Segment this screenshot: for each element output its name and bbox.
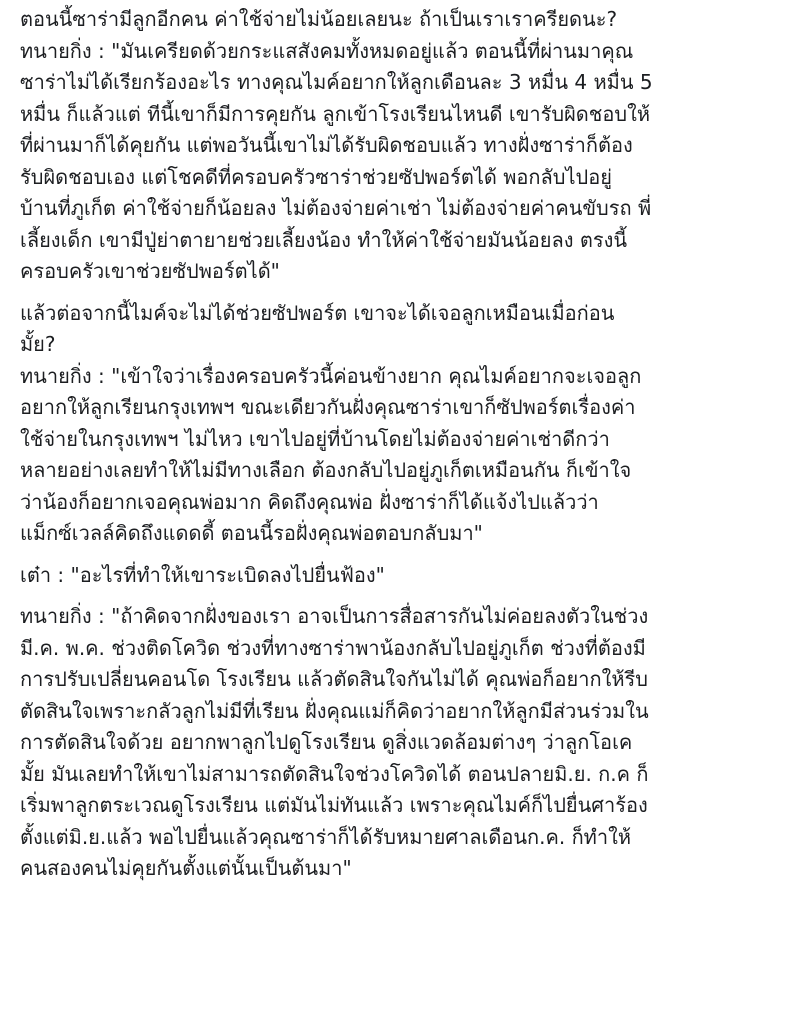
text-line: ซาร่าไม่ได้เรียกร้องอะไร ทางคุณไมค์อยากให้ลูกเดือนละ 3 หมื่น 4 หมื่น 5 [20,70,653,94]
text-line: รับผิดชอบเอง แต่โชคดีที่ครอบครัวซาร่าช่วยซัปพอร์ตได้ พอกลับไปอยู่ [20,164,612,189]
text-line: เต๋า : "อะไรที่ทำให้เขาระเบิดลงไปยื่นฟ้อง" [20,562,385,587]
text-line: คนสองคนไม่คุยกันตั้งแต่นั้นเป็นต้นมา" [20,856,352,880]
text-line: มี.ค. พ.ค. ช่วงติดโควิด ช่วงที่ทางซาร่าพาน้องกลับไปอยู่ภูเก็ต ช่วงที่ต้องมี [20,635,646,660]
paragraph-4 [20,601,780,885]
text-line: การปรับเปลี่ยนคอนโด โรงเรียน แล้วตัดสินใจกันไม่ได้ คุณพ่อก็อยากให้รีบ [20,667,648,691]
text-line: ทนายกิ่ง : "ถ้าคิดจากฝั่งของเรา อาจเป็นการสื่อสารกันไม่ค่อยลงตัวในช่วง [20,604,649,628]
paragraph-3 [20,560,780,592]
text-line: เริ่มพาลูกตระเวณดูโรงเรียน แต่มันไม่ทันแล้ว เพราะคุณไมค์ก็ไปยื่นศาร้อง [20,793,648,817]
text-line: แล้วต่อจากนี้ไมค์จะไม่ได้ช่วยซัปพอร์ต เขาจะได้เจอลูกเหมือนเมื่อก่อน [20,300,615,325]
text-line: ครอบครัวเขาช่วยซัปพอร์ตได้" [20,259,280,283]
text-line: แม็กซ์เวลล์คิดถึงแดดดี้ ตอนนี้รอฝั่งคุณพ่อตอบกลับมา" [20,521,483,545]
text-line: มั้ย? [20,332,56,356]
text-line: ที่ผ่านมาก็ได้คุยกัน แต่พอวันนี้เขาไม่ได้รับผิดชอบแล้ว ทางฝั่งซาร่าก็ต้อง [20,133,633,157]
text-line: อยากให้ลูกเรียนกรุงเทพฯ ขณะเดียวกันฝั่งคุณซาร่าเขาก็ซัปพอร์ตเรื่องค่า [20,395,636,419]
text-line: ว่าน้องก็อยากเจอคุณพ่อมาก คิดถึงคุณพ่อ ฝั่งซาร่าก็ได้แจ้งไปแล้วว่า [20,489,599,514]
text-line: หลายอย่างเลยทำให้ไม่มีทางเลือก ต้องกลับไปอยู่ภูเก็ตเหมือนกัน ก็เข้าใจ [20,458,632,482]
text-line: เลี้ยงเด็ก เขามีปู่ย่าตายายช่วยเลี้ยงน้อง ทำให้ค่าใช้จ่ายมันน้อยลง ตรงนี้ [20,227,628,252]
text-line: ตั้งแต่มิ.ย.แล้ว พอไปยื่นแล้วคุณซาร่าก็ได้รับหมายศาลเดือนก.ค. ก็ทำให้ [20,824,632,849]
text-line: บ้านที่ภูเก็ต ค่าใช้จ่ายก็น้อยลง ไม่ต้องจ่ายค่าเช่า ไม่ต้องจ่ายค่าคนขับรถ พี่ [20,196,652,220]
text-line: ตัดสินใจเพราะกลัวลูกไม่มีที่เรียน ฝั่งคุณแม่ก็คิดว่าอยากให้ลูกมีส่วนร่วมใน [20,698,649,723]
text-line: การตัดสินใจด้วย อยากพาลูกไปดูโรงเรียน ดูสิ่งแวดล้อมต่างๆ ว่าลูกโอเค [20,730,633,754]
paragraph-1 [20,4,780,288]
paragraph-2 [20,298,780,550]
text-line: หมื่น ก็แล้วแต่ ทีนี้เขาก็มีการคุยกัน ลูกเข้าโรงเรียนไหนดี เขารับผิดชอบให้ [20,101,651,126]
text-line: มั้ย มันเลยทำให้เขาไม่สามารถตัดสินใจช่วงโควิดได้ ตอนปลายมิ.ย. ก.ค ก็ [20,761,649,786]
text-line: ทนายกิ่ง : "เข้าใจว่าเรื่องครอบครัวนี้ค่อนข้างยาก คุณไมค์อยากจะเจอลูก [20,363,642,388]
text-line: ใช้จ่ายในกรุงเทพฯ ไม่ไหว เขาไปอยู่ที่บ้านโดยไม่ต้องจ่ายค่าเช่าดีกว่า [20,426,610,451]
text-line: ทนายกิ่ง : "มันเครียดด้วยกระแสสังคมทั้งหมดอยู่แล้ว ตอนนี้ที่ผ่านมาคุณ [20,38,634,63]
text-line: ตอนนี้ซาร่ามีลูกอีกคน ค่าใช้จ่ายไม่น้อยเลยนะ ถ้าเป็นเราเราครียดนะ? [20,7,618,31]
